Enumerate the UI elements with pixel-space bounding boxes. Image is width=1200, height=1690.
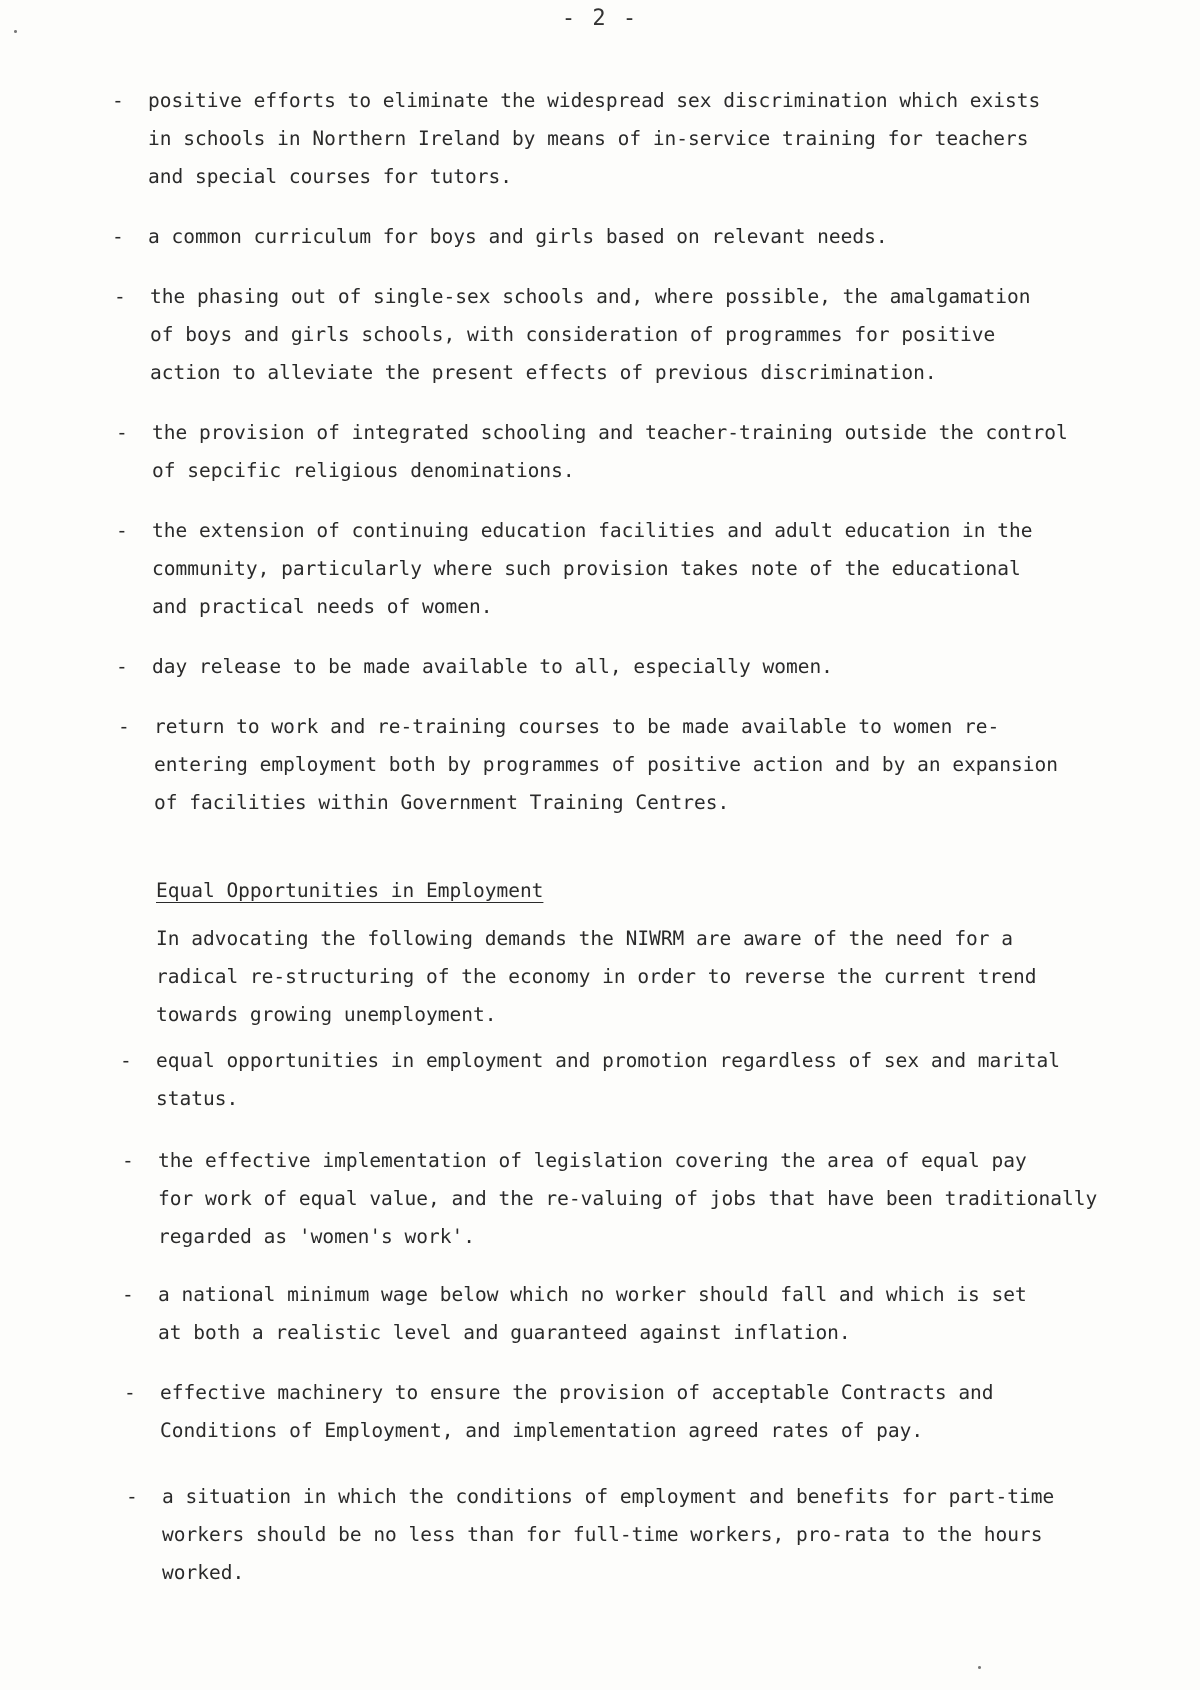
list-item-line: effective machinery to ensure the provision of acceptable Contracts and bbox=[160, 1381, 994, 1404]
bullet-dash: - bbox=[114, 285, 126, 308]
bullet-dash: - bbox=[112, 225, 124, 248]
section-intro bbox=[156, 920, 1037, 1034]
bullet-dash: - bbox=[116, 519, 128, 542]
list-item bbox=[116, 512, 1033, 626]
list-item bbox=[122, 1276, 1027, 1352]
list-item bbox=[120, 1042, 1060, 1118]
bullet-dash: - bbox=[116, 655, 128, 678]
list-item bbox=[114, 278, 1031, 392]
bullet-dash: - bbox=[124, 1381, 136, 1404]
intro-line: In advocating the following demands the NIWRM are aware of the need for a bbox=[156, 927, 1014, 950]
bullet-dash: - bbox=[120, 1049, 132, 1072]
page-number: - 2 - bbox=[561, 6, 639, 31]
list-item-line: the provision of integrated schooling and teacher-training outside the control bbox=[152, 421, 1068, 444]
scan-speck bbox=[978, 1666, 981, 1669]
list-item bbox=[112, 218, 888, 256]
list-item-line: the phasing out of single-sex schools and, where possible, the amalgamation bbox=[150, 285, 1031, 308]
list-item-line: a national minimum wage below which no worker should fall and which is set bbox=[158, 1283, 1027, 1306]
list-item-line: Conditions of Employment, and implementation agreed rates of pay. bbox=[160, 1419, 924, 1442]
list-item-line: the effective implementation of legislation covering the area of equal pay bbox=[158, 1149, 1027, 1172]
bullet-dash: - bbox=[122, 1149, 134, 1172]
list-item-line: entering employment both by programmes of positive action and by an expansion bbox=[154, 753, 1058, 776]
list-item bbox=[112, 82, 1041, 196]
list-item-line: workers should be no less than for full-time workers, pro-rata to the hours bbox=[162, 1523, 1043, 1546]
intro-line: towards growing unemployment. bbox=[156, 1003, 497, 1026]
list-item-line: in schools in Northern Ireland by means of in-service training for teachers bbox=[148, 127, 1029, 150]
list-item bbox=[116, 414, 1068, 490]
list-item-line: for work of equal value, and the re-valuing of jobs that have been traditionally bbox=[158, 1187, 1098, 1210]
section-heading: Equal Opportunities in Employment bbox=[156, 879, 544, 902]
list-item-line: the extension of continuing education facilities and adult education in the bbox=[152, 519, 1033, 542]
list-item-line: a common curriculum for boys and girls based on relevant needs. bbox=[148, 225, 888, 248]
list-item-line: community, particularly where such provision takes note of the educational bbox=[152, 557, 1021, 580]
list-item-line: of boys and girls schools, with consideration of programmes for positive bbox=[150, 323, 996, 346]
list-item-line: positive efforts to eliminate the widespread sex discrimination which exists bbox=[148, 89, 1041, 112]
bullet-dash: - bbox=[126, 1485, 138, 1508]
list-item bbox=[118, 708, 1058, 822]
intro-line: radical re-structuring of the economy in order to reverse the current trend bbox=[156, 965, 1037, 988]
list-item bbox=[124, 1374, 994, 1450]
list-item-line: at both a realistic level and guaranteed against inflation. bbox=[158, 1321, 851, 1344]
list-item bbox=[126, 1478, 1055, 1592]
bullet-dash: - bbox=[118, 715, 130, 738]
list-item-line: of sepcific religious denominations. bbox=[152, 459, 575, 482]
list-item-line: return to work and re-training courses to be made available to women re- bbox=[154, 715, 1000, 738]
list-item-line: regarded as 'women's work'. bbox=[158, 1225, 475, 1248]
list-item-line: day release to be made available to all, especially women. bbox=[152, 655, 833, 678]
list-item-line: worked. bbox=[162, 1561, 245, 1584]
list-item-line: equal opportunities in employment and promotion regardless of sex and marital bbox=[156, 1049, 1060, 1072]
list-item-line: status. bbox=[156, 1087, 239, 1110]
scan-speck bbox=[14, 30, 17, 33]
list-item bbox=[116, 648, 833, 686]
bullet-dash: - bbox=[122, 1283, 134, 1306]
list-item-line: and special courses for tutors. bbox=[148, 165, 512, 188]
bullet-dash: - bbox=[116, 421, 128, 444]
list-item-line: a situation in which the conditions of employment and benefits for part-time bbox=[162, 1485, 1055, 1508]
list-item bbox=[122, 1142, 1098, 1256]
list-item-line: and practical needs of women. bbox=[152, 595, 493, 618]
list-item-line: of facilities within Government Training Centres. bbox=[154, 791, 730, 814]
bullet-dash: - bbox=[112, 89, 124, 112]
list-item-line: action to alleviate the present effects of previous discrimination. bbox=[150, 361, 937, 384]
